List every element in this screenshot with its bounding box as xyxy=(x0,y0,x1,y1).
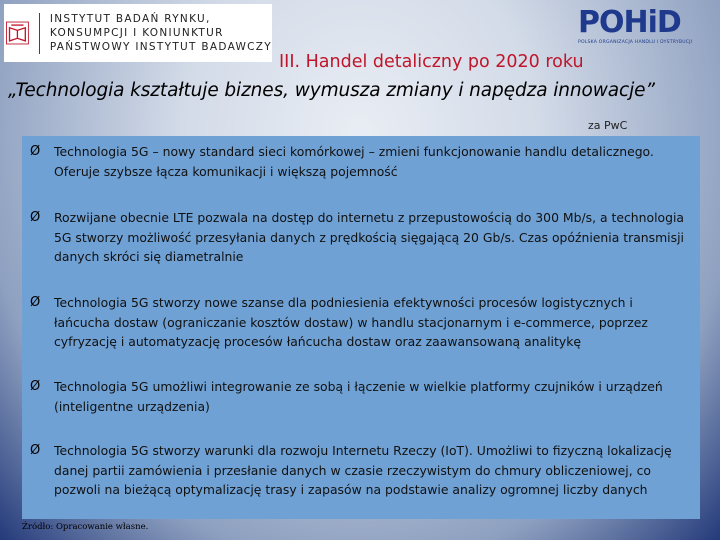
institute-name-line-1: INSTYTUT BADAŃ RYNKU, xyxy=(49,12,211,25)
bullet-text: Technologia 5G umożliwi integrowanie ze sobą i łączenie w wielkie platformy czujników i urządzeń (inteligentne urządzenia) xyxy=(54,379,663,414)
pohid-tagline: POLSKA ORGANIZACJA HANDLU I DYSTRYBUCJI xyxy=(578,40,693,45)
bullet-item xyxy=(30,377,692,416)
arrow-bullet-icon: Ø xyxy=(30,379,41,394)
arrow-bullet-icon: Ø xyxy=(30,210,41,225)
bullet-text: Technologia 5G stworzy nowe szanse dla podniesienia efektywności procesów logistycznych i łańcucha dostaw (ograniczanie kosztów dostaw) w handlu stacjonarnym i e-commerce, poprzez cyfryzację i automatyzację procesów łańcucha dostaw oraz zaawansowaną analitykę xyxy=(54,295,648,349)
arrow-bullet-icon: Ø xyxy=(30,144,41,159)
pohid-logo-word: POHiD xyxy=(578,5,681,40)
book-emblem-icon xyxy=(6,7,29,59)
bullet-text: Technologia 5G – nowy standard sieci komórkowej – zmieni funkcjonowanie handlu detalicznego. Oferuje szybsze łącza komunikacji i większą pojemność xyxy=(54,144,654,179)
bullet-item xyxy=(30,142,692,181)
arrow-bullet-icon: Ø xyxy=(30,443,41,458)
institute-name-line-2: KONSUMPCJI I KONIUNKTUR xyxy=(49,26,224,39)
bullet-text: Technologia 5G stworzy warunki dla rozwoju Internetu Rzeczy (IoT). Umożliwi to fizyczną lokalizację danej partii zamówienia i przesłanie danych w czasie rzeczywistym do chmury obliczeniowej, co pozwoli na bieżącą optymalizację trasy i zapasów na podstawie analizy ogromnej liczby danych xyxy=(54,443,672,497)
bullet-item xyxy=(30,208,692,267)
bullet-text: Rozwijane obecnie LTE pozwala na dostęp do internetu z przepustowością do 300 Mb/s, a technologia 5G stworzy możliwość przesyłania danych z prędkością sięgającą 20 Gb/s. Czas opóźnienia transmisji danych skróci się diametralnie xyxy=(54,210,684,264)
bullet-item xyxy=(30,293,692,352)
bullet-item xyxy=(30,441,692,500)
slide-author: za PwC xyxy=(588,119,628,132)
content-box xyxy=(22,136,700,519)
slide-subtitle: „Technologia kształtuje biznes, wymusza zmiany i napędza innowacje” xyxy=(8,80,655,101)
institute-name xyxy=(39,13,272,54)
pohid-logo xyxy=(578,6,710,54)
source-note: Źródło: Opracowanie własne. xyxy=(22,522,149,532)
institute-logo xyxy=(4,4,272,62)
institute-name-line-3: PAŃSTWOWY INSTYTUT BADAWCZY xyxy=(49,40,272,53)
slide-title: III. Handel detaliczny po 2020 roku xyxy=(279,52,584,72)
arrow-bullet-icon: Ø xyxy=(30,295,41,310)
